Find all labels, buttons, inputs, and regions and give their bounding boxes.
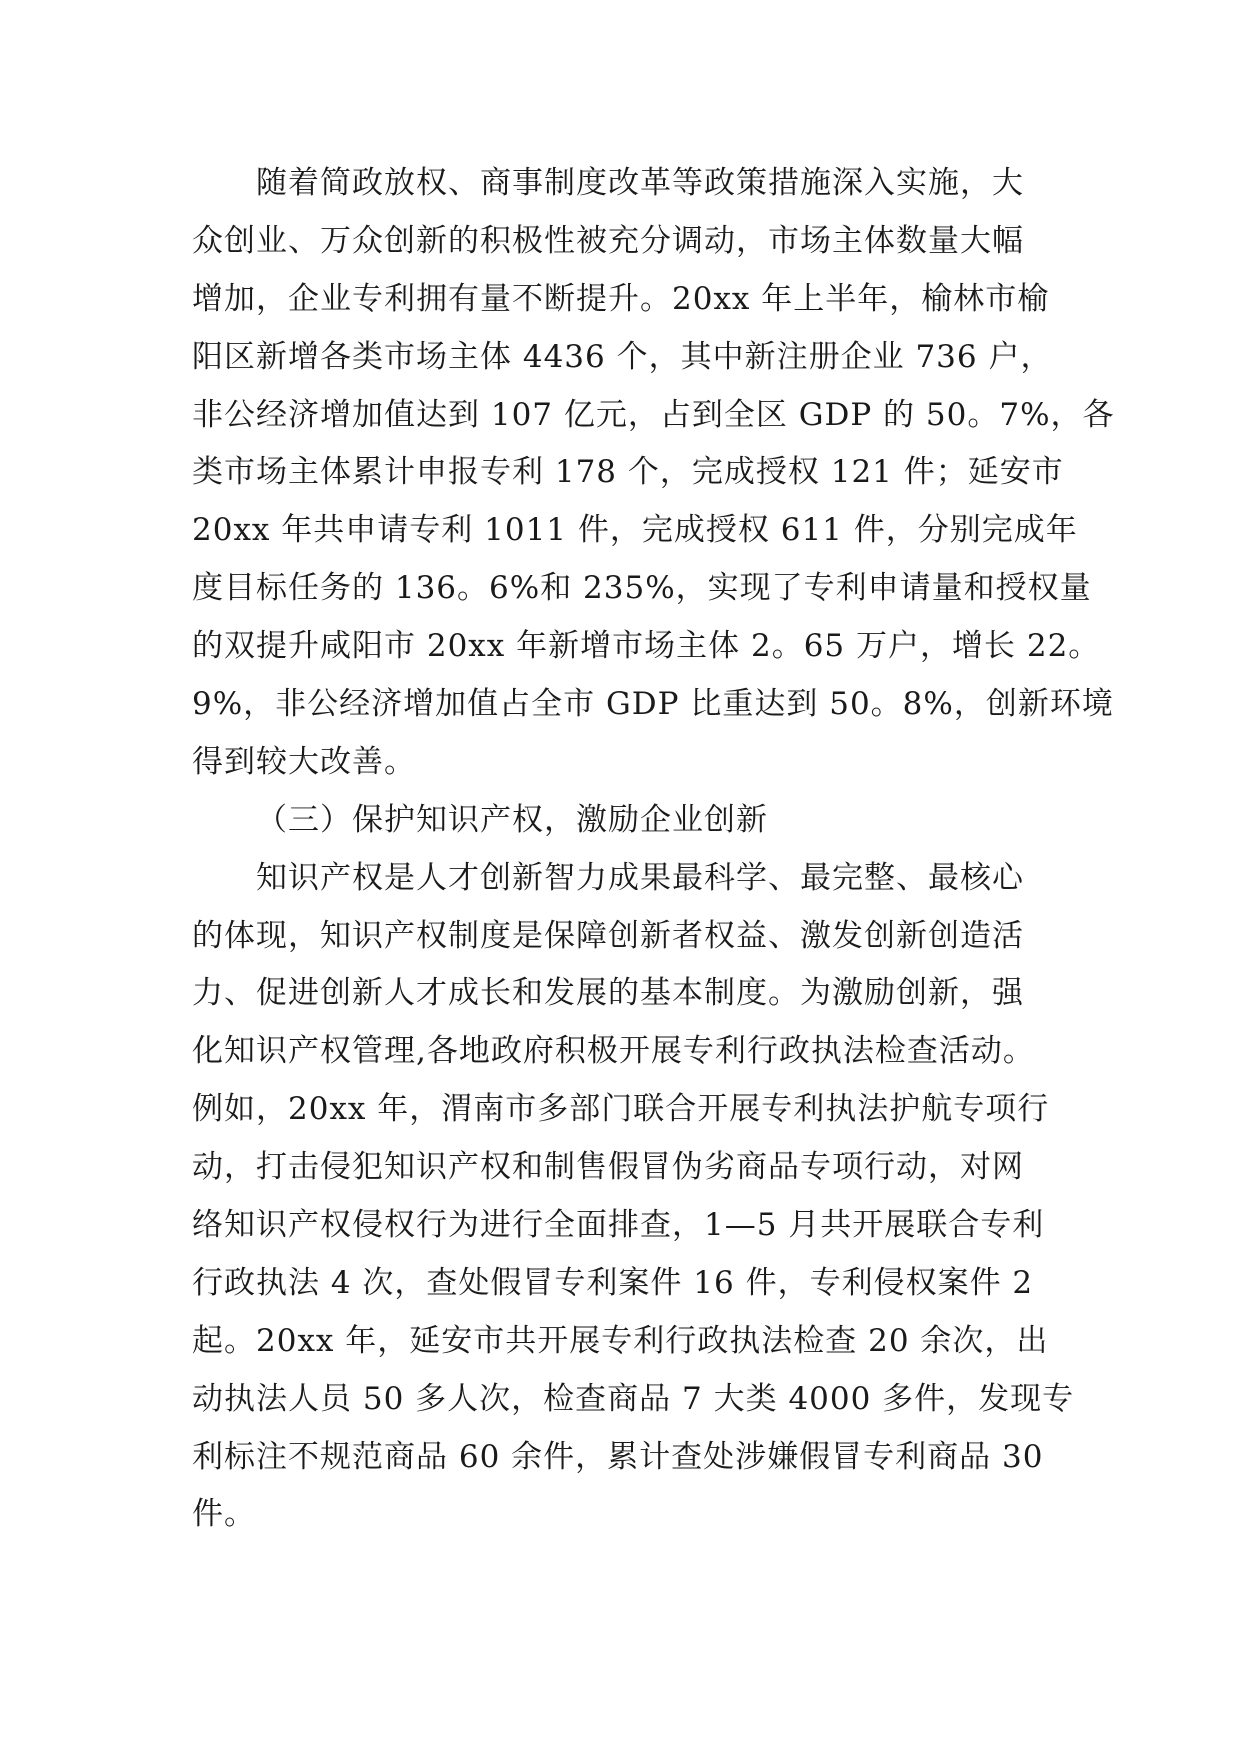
text-line: 众创业、万众创新的积极性被充分调动，市场主体数量大幅 [192,222,1024,259]
text-line: 非公经济增加值达到 107 亿元，占到全区 GDP 的 50。7%，各 [192,396,1115,433]
text-line: 阳区新增各类市场主体 4436 个，其中新注册企业 736 户， [192,338,1053,375]
text-line: 类市场主体累计申报专利 178 个，完成授权 121 件；延安市 [192,454,1064,491]
section-heading: （三）保护知识产权，激励企业创新 [256,801,768,838]
text-line: 例如，20xx 年，渭南市多部门联合开展专利执法护航专项行 [192,1091,1050,1128]
text-line: 9%，非公经济增加值占全市 GDP 比重达到 50。8%，创新环境 [192,686,1114,723]
text-line: 的体现，知识产权制度是保障创新者权益、激发创新创造活 [192,917,1024,954]
text-line: 利标注不规范商品 60 余件，累计查处涉嫌假冒专利商品 30 [192,1438,1044,1475]
text-line: 20xx 年共申请专利 1011 件，完成授权 611 件，分别完成年 [192,512,1078,549]
text-line: 增加，企业专利拥有量不断提升。20xx 年上半年，榆林市榆 [192,280,1050,317]
text-line: 的双提升咸阳市 20xx 年新增市场主体 2。65 万户，增长 22。 [192,628,1101,665]
text-line: 络知识产权侵权行为进行全面排查，1—5 月共开展联合专利 [192,1207,1045,1244]
text-line: 件。 [192,1496,256,1533]
text-line: 化知识产权管理,各地政府积极开展专利行政执法检查活动。 [192,1033,1035,1070]
text-line: 力、促进创新人才成长和发展的基本制度。为激励创新，强 [192,975,1024,1012]
text-line: 知识产权是人才创新智力成果最科学、最完整、最核心 [256,859,1024,896]
text-line: 动，打击侵犯知识产权和制售假冒伪劣商品专项行动，对网 [192,1149,1024,1186]
text-line: 行政执法 4 次，查处假冒专利案件 16 件，专利侵权案件 2 [192,1264,1034,1301]
text-line: 得到较大改善。 [192,743,416,780]
text-line: 起。20xx 年，延安市共开展专利行政执法检查 20 余次，出 [192,1322,1049,1359]
text-line: 随着简政放权、商事制度改革等政策措施深入实施，大 [256,165,1024,201]
text-line: 度目标任务的 136。6%和 235%，实现了专利申请量和授权量 [192,570,1092,607]
paragraph-ip-protection [192,850,1075,1545]
document-body [192,155,1115,1544]
text-line: 动执法人员 50 多人次，检查商品 7 大类 4000 多件，发现专 [192,1380,1075,1417]
paragraph-market-growth [192,155,1115,792]
